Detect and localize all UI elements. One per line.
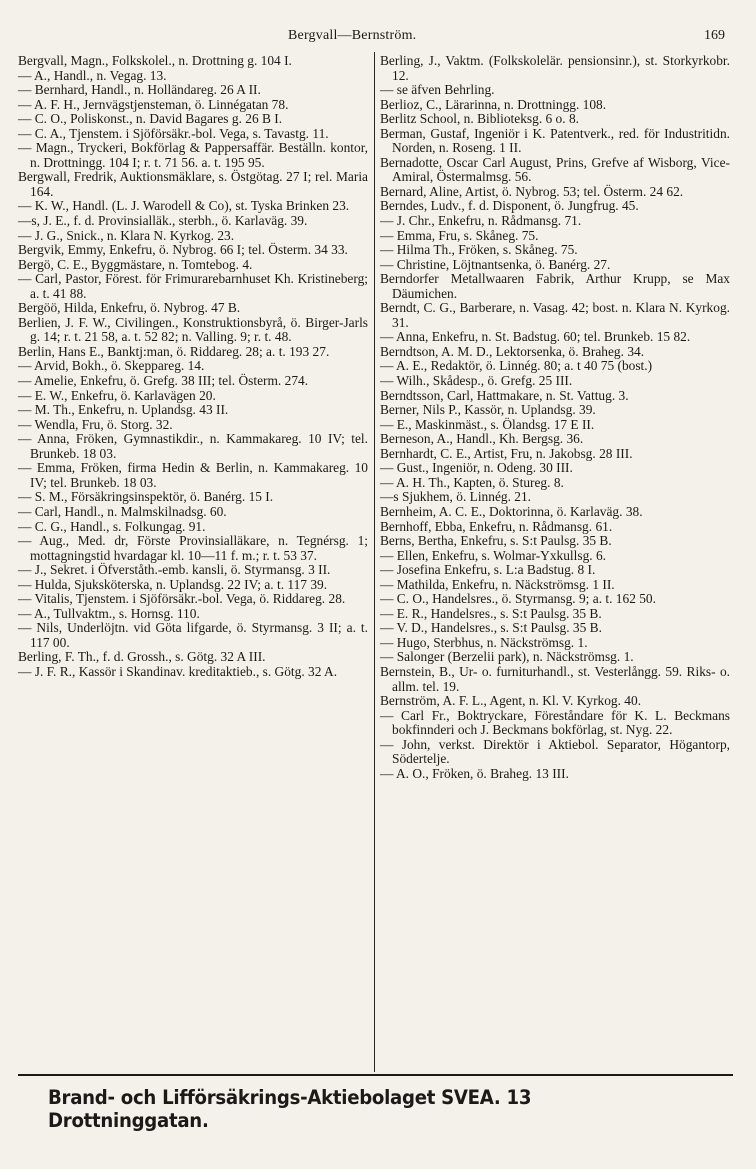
directory-entry: — Bernhard, Handl., n. Holländareg. 26 A II. xyxy=(18,82,261,98)
directory-entry: — Vitalis, Tjenstem. i Sjöförsäkr.-bol. Vega, ö. Riddareg. 28. xyxy=(18,591,346,607)
directory-entry: Bernheim, A. C. E., Doktorinna, ö. Karlaväg. 38. xyxy=(380,503,643,519)
directory-entry: Bernström, A. F. L., Agent, n. Kl. V. Kyrkog. 40. xyxy=(380,693,642,709)
directory-entry: Bernadotte, Oscar Carl August, Prins, Grefve af Wisborg, Vice-Amiral, Östermalmsg. 56. xyxy=(380,154,730,185)
directory-entry: — Josefina Enkefru, s. L:a Badstug. 8 I. xyxy=(380,562,596,578)
directory-entry: — Gust., Ingeniör, n. Odeng. 30 III. xyxy=(380,460,573,476)
directory-entry: Berlien, J. F. W., Civilingen., Konstruktionsbyrå, ö. Birger-Jarls g. 14; r. t. 21 58, a. t. 52 82; n. Valling. 9; r. t. 48. xyxy=(18,314,368,345)
directory-entry: — Emma, Fru, s. Skåneg. 75. xyxy=(380,227,539,243)
directory-entry: — J. G., Snick., n. Klara N. Kyrkog. 23. xyxy=(18,227,235,243)
directory-entry: Bergvall, Magn., Folkskolel., n. Drottning g. 104 I. xyxy=(18,53,292,68)
directory-entry: Berman, Gustaf, Ingeniör i K. Patentverk., red. för Industritidn. Norden, n. Roseng. 1 II. xyxy=(380,125,730,156)
directory-entry: —s, J. E., f. d. Provinsialläk., sterbh., ö. Karlaväg. 39. xyxy=(18,213,308,229)
left-column xyxy=(18,54,368,680)
directory-entry: — A., Handl., n. Vegag. 13. xyxy=(18,67,167,83)
directory-entry: Berndtson, A. M. D., Lektorsenka, ö. Braheg. 34. xyxy=(380,343,645,359)
directory-entry: Bernhoff, Ebba, Enkefru, n. Rådmansg. 61. xyxy=(380,518,613,534)
directory-entry: — Carl, Handl., n. Malmskilnadsg. 60. xyxy=(18,503,227,519)
directory-entry: — Wilh., Skådesp., ö. Grefg. 25 III. xyxy=(380,373,573,389)
directory-entry: Berneson, A., Handl., Kh. Bergsg. 36. xyxy=(380,431,584,447)
directory-entry: — A. H. Th., Kapten, ö. Stureg. 8. xyxy=(380,474,564,490)
footer-rule xyxy=(18,1074,733,1076)
directory-entry: — Amelie, Enkefru, ö. Grefg. 38 III; tel. Österm. 274. xyxy=(18,373,309,389)
directory-entry: Bergvik, Emmy, Enkefru, ö. Nybrog. 66 I; tel. Österm. 34 33. xyxy=(18,242,348,258)
directory-entry: — V. D., Handelsres., s. S:t Paulsg. 35 B. xyxy=(380,620,602,636)
directory-page xyxy=(18,14,733,1144)
directory-entry: — Hulda, Sjuksköterska, n. Uplandsg. 22 IV; a. t. 117 39. xyxy=(18,576,328,592)
directory-entry: — Arvid, Bokh., ö. Skeppareg. 14. xyxy=(18,358,205,374)
column-divider xyxy=(374,52,375,1072)
directory-entry: — Ellen, Enkefru, s. Wolmar-Yxkullsg. 6. xyxy=(380,547,607,563)
directory-entry: Bergwall, Fredrik, Auktionsmäklare, s. Östgötag. 27 I; rel. Maria 164. xyxy=(18,169,368,199)
directory-entry: —s Sjukhem, ö. Linnég. 21. xyxy=(380,489,532,505)
directory-entry: — E. R., Handelsres., s. S:t Paulsg. 35 B. xyxy=(380,605,602,621)
directory-entry: Berling, J., Vaktm. (Folkskolelär. pensionsinr.), st. Storkyrkobr. 12. xyxy=(380,53,730,83)
page-header xyxy=(18,28,733,50)
directory-entry: Berlitz School, n. Biblioteksg. 6 o. 8. xyxy=(380,111,579,127)
directory-entry: — Wendla, Fru, ö. Storg. 32. xyxy=(18,416,173,432)
directory-entry: — Hugo, Sterbhus, n. Näckströmsg. 1. xyxy=(380,634,588,650)
directory-entry: Berns, Bertha, Enkefru, s. S:t Paulsg. 35 B. xyxy=(380,533,612,549)
directory-entry: — S. M., Försäkringsinspektör, ö. Banérg. 15 I. xyxy=(18,489,274,505)
directory-entry: — Magn., Tryckeri, Bokförlag & Pappersaffär. Beställn. kontor, n. Drottningg. 104 I; r. t. 71 56. a. t. 195 95. xyxy=(18,140,368,170)
directory-entry: — Anna, Enkefru, n. St. Badstug. 60; tel. Brunkeb. 15 82. xyxy=(380,329,691,345)
directory-entry: — Mathilda, Enkefru, n. Näckströmsg. 1 II. xyxy=(380,576,615,592)
directory-entry: — Emma, Fröken, firma Hedin & Berlin, n. Kammakareg. 10 IV; tel. Brunkeb. 18 03. xyxy=(18,460,368,490)
directory-entry: — Aug., Med. dr, Förste Provinsialläkare, n. Tegnérsg. 1; mottagningstid hvardagar kl. 10—11 f. m.; r. t. 53 37. xyxy=(18,533,368,563)
directory-entry: — Carl, Pastor, Förest. för Frimurarebarnhuset Kh. Kristineberg; a. t. 41 88. xyxy=(18,271,368,301)
running-title: Bergvall—Bernström. xyxy=(288,28,417,43)
directory-entry: — A. F. H., Jernvägstjensteman, ö. Linnégatan 78. xyxy=(18,96,289,112)
directory-entry: Berndtsson, Carl, Hattmakare, n. St. Vattug. 3. xyxy=(380,387,629,403)
directory-entry: — K. W., Handl. (L. J. Warodell & Co), st. Tyska Brinken 23. xyxy=(18,198,350,214)
directory-entry: — John, verkst. Direktör i Aktiebol. Separator, Högantorp, Södertelje. xyxy=(380,736,730,767)
directory-entry: — Nils, Underlöjtn. vid Göta lifgarde, ö. Styrmansg. 3 II; a. t. 117 00. xyxy=(18,620,368,650)
right-column xyxy=(380,54,730,781)
directory-entry: — Christine, Löjtnantsenka, ö. Banérg. 27. xyxy=(380,256,611,272)
directory-entry: — A. O., Fröken, ö. Braheg. 13 III. xyxy=(380,765,569,781)
directory-entry: — Hilma Th., Fröken, s. Skåneg. 75. xyxy=(380,242,578,258)
directory-entry: — J. Chr., Enkefru, n. Rådmansg. 71. xyxy=(380,213,582,229)
directory-entry: — J. F. R., Kassör i Skandinav. kreditaktieb., s. Götg. 32 A. xyxy=(18,663,338,679)
directory-entry: Berndorfer Metallwaaren Fabrik, Arthur Krupp, se Max Däumichen. xyxy=(380,271,730,301)
directory-entry: Bernhardt, C. E., Artist, Fru, n. Jakobsg. 28 III. xyxy=(380,445,633,461)
directory-entry: — C. A., Tjenstem. i Sjöförsäkr.-bol. Vega, s. Tavastg. 11. xyxy=(18,125,329,141)
directory-entry: Berndt, C. G., Barberare, n. Vasag. 42; bost. n. Klara N. Kyrkog. 31. xyxy=(380,300,730,330)
page-number: 169 xyxy=(704,28,725,43)
directory-entry: Bernard, Aline, Artist, ö. Nybrog. 53; tel. Österm. 24 62. xyxy=(380,183,684,199)
directory-entry: — A. E., Redaktör, ö. Linnég. 80; a. t 40 75 (bost.) xyxy=(380,358,653,374)
directory-entry: Berlioz, C., Lärarinna, n. Drottningg. 108. xyxy=(380,96,607,112)
directory-entry: Berndes, Ludv., f. d. Disponent, ö. Jungfrug. 45. xyxy=(380,198,639,214)
directory-entry: — Salonger (Berzelii park), n. Näckströmsg. 1. xyxy=(380,649,634,665)
directory-entry: Berlin, Hans E., Banktj:man, ö. Riddareg. 28; a. t. 193 27. xyxy=(18,343,330,359)
directory-entry: — se äfven Behrling. xyxy=(380,82,495,98)
directory-entry: — C. O., Handelsres., ö. Styrmansg. 9; a. t. 162 50. xyxy=(380,591,656,607)
directory-entry: — M. Th., Enkefru, n. Uplandsg. 43 II. xyxy=(18,402,229,418)
directory-entry: — Carl Fr., Boktryckare, Föreståndare för K. L. Beckmans bokfinnderi och J. Beckmans bokförlag, st. Nyg. 22. xyxy=(380,707,730,738)
directory-entry: Berner, Nils P., Kassör, n. Uplandsg. 39. xyxy=(380,402,596,418)
directory-entry: Bernstein, B., Ur- o. furniturhandl., st. Vesterlångg. 59. Riks- o. allm. tel. 19. xyxy=(380,663,730,694)
directory-entry: — E. W., Enkefru, ö. Karlavägen 20. xyxy=(18,387,216,403)
directory-entry: — C. G., Handl., s. Folkungag. 91. xyxy=(18,518,206,534)
advertisement-footer: Brand- och Lifförsäkrings-Aktiebolaget SVEA. 13 Drottninggatan. xyxy=(48,1086,532,1132)
directory-entry: — C. O., Poliskonst., n. David Bagares g. 26 B I. xyxy=(18,111,283,127)
directory-entry: Berling, F. Th., f. d. Grossh., s. Götg. 32 A III. xyxy=(18,649,266,665)
directory-entry: — A., Tullvaktm., s. Hornsg. 110. xyxy=(18,605,200,621)
directory-entry: — E., Maskinmäst., s. Ölandsg. 17 E II. xyxy=(380,416,595,432)
directory-entry: — Anna, Fröken, Gymnastikdir., n. Kammakareg. 10 IV; tel. Brunkeb. 18 03. xyxy=(18,431,368,461)
directory-entry: — J., Sekret. i Öfverståth.-emb. kansli, ö. Styrmansg. 3 II. xyxy=(18,562,331,578)
directory-entry: Bergöö, Hilda, Enkefru, ö. Nybrog. 47 B. xyxy=(18,300,241,316)
directory-entry: Bergö, C. E., Byggmästare, n. Tomtebog. 4. xyxy=(18,256,253,272)
